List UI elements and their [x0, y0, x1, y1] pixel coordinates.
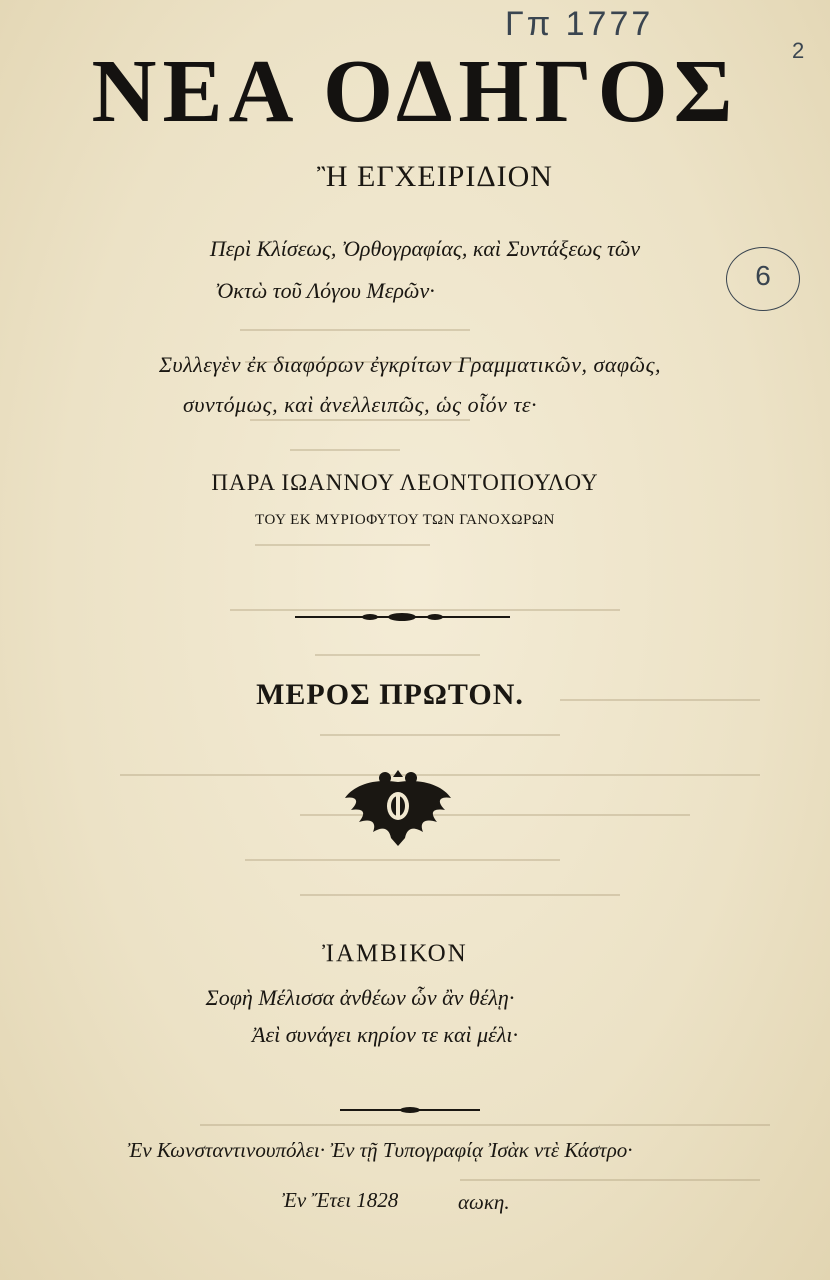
- verse-heading: ἸΑΜΒΙΚΟΝ: [322, 940, 468, 967]
- decorative-rule-top: [295, 609, 510, 625]
- circled-number-text: 6: [755, 260, 771, 291]
- double-headed-eagle-icon: [343, 768, 453, 848]
- part-heading: ΜΕΡΟΣ ΠΡΩΤΟΝ.: [256, 678, 524, 711]
- decorative-rule-bottom: [340, 1104, 480, 1116]
- compiled-line-2: συντόμως, καὶ ἀνελλειπῶς, ὡς οἷόν τε·: [183, 392, 537, 417]
- page-number-annotation: 2: [792, 38, 805, 63]
- imprint-place: Ἐν Κωνσταντινουπόλει· Ἐν τῇ Τυπογραφίᾳ Ἰσὰκ ντὲ Κάστρο·: [127, 1138, 633, 1162]
- imprint-year-greek-numeral: αωκη.: [458, 1190, 510, 1214]
- description-line-2: Ὀκτὼ τοῦ Λόγου Μερῶν·: [215, 278, 435, 303]
- imprint-year: Ἐν Ἔτει 1828: [282, 1188, 399, 1212]
- book-title: ΝΕΑ ΟΔΗΓΟΣ: [91, 42, 739, 141]
- verse-line-1: Σοφὴ Μέλισσα ἀνθέων ὧν ἂν θέλῃ·: [205, 985, 515, 1010]
- author-origin: ΤΟΥ ΕΚ ΜΥΡΙΟΦΥΤΟΥ ΤΩΝ ΓΑΝΟΧΩΡΩΝ: [255, 512, 555, 528]
- description-line-1: Περὶ Κλίσεως, Ὀρθογραφίας, καὶ Συντάξεως τῶν: [209, 236, 641, 261]
- shelfmark-annotation: Γπ 1777: [505, 5, 654, 43]
- verse-line-2: Ἀεὶ συνάγει κηρίον τε καὶ μέλι·: [252, 1022, 518, 1047]
- subtitle: Ἢ ΕΓΧΕΙΡΙΔΙΟΝ: [317, 160, 553, 193]
- author-name: ΠΑΡΑ ΙΩΑΝΝΟΥ ΛΕΟΝΤΟΠΟΥΛΟΥ: [211, 470, 599, 495]
- compiled-line-1: Συλλεγὲν ἐκ διαφόρων ἐγκρίτων Γραμματικῶν, σαφῶς,: [158, 352, 661, 377]
